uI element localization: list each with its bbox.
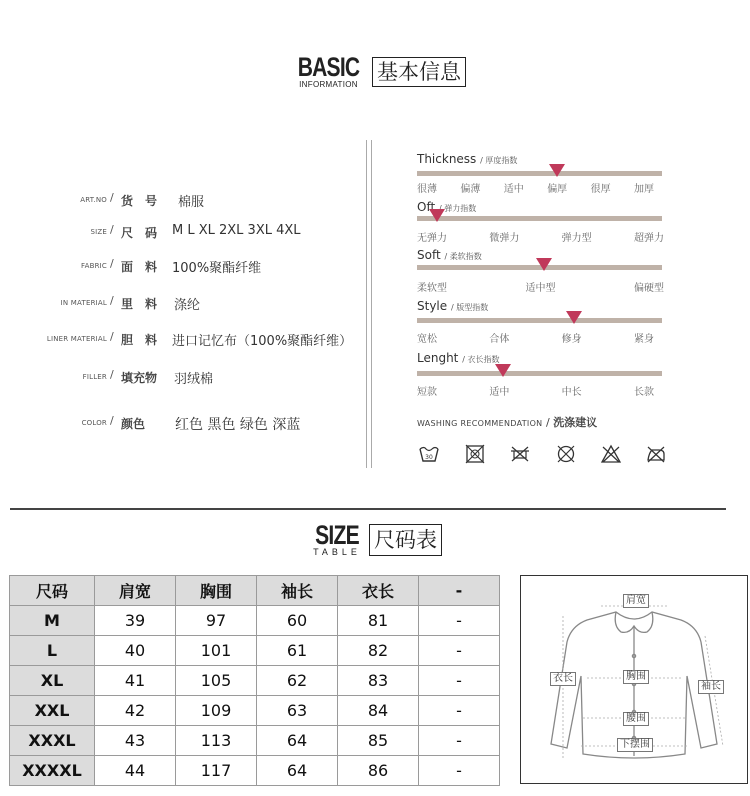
info-label-en: LINER MATERIAL: [46, 335, 107, 343]
size-cell: XXL: [10, 696, 95, 726]
shoulder-label: 肩宽: [623, 594, 649, 608]
column-header: -: [419, 576, 500, 606]
measure-cell: 42: [95, 696, 176, 726]
attribute-sub: / 弹力指数: [439, 204, 477, 213]
attribute-option: 适中: [489, 387, 510, 398]
attribute-option: 偏薄: [460, 184, 481, 195]
info-label-cn: 填充物: [121, 371, 158, 385]
attribute-bar: [417, 318, 662, 323]
waist-label: 腰围: [623, 712, 649, 726]
measure-cell: 43: [95, 726, 176, 756]
info-separator: /: [110, 414, 114, 427]
basic-title: BASIC: [297, 52, 360, 82]
attribute-sub: / 柔软指数: [444, 252, 482, 261]
attribute-bar: [417, 216, 662, 221]
basic-info-cn-title: 基本信息: [372, 57, 466, 87]
information-subtitle: INFORMATION: [299, 80, 358, 89]
attribute-marker: [429, 209, 445, 222]
info-row: [0, 257, 360, 277]
divider-right: [371, 140, 372, 468]
no-bleach-icon: [464, 444, 486, 464]
info-value: 100%聚酯纤维: [172, 261, 262, 276]
column-header: 胸围: [176, 576, 257, 606]
info-label-cn: 里 料: [121, 297, 158, 311]
attribute-option: 宽松: [417, 334, 437, 345]
attribute-sub: / 衣长指数: [462, 355, 500, 364]
info-row: [0, 414, 360, 434]
info-label-cn: 尺 码: [121, 226, 158, 240]
washing-title: [417, 414, 597, 430]
info-row: [0, 330, 360, 350]
info-label-cn: 颜色: [121, 417, 146, 431]
attribute-marker: [549, 164, 565, 177]
measure-cell: 64: [257, 726, 338, 756]
washing-cn: 洗涤建议: [553, 416, 598, 429]
no-iron-icon: [645, 444, 667, 464]
attribute-option: 超弹力: [634, 233, 664, 244]
attribute-name: Lenght: [417, 351, 459, 365]
measure-cell: 82: [338, 636, 419, 666]
info-label-cn: 面 料: [121, 260, 158, 274]
measure-cell: 105: [176, 666, 257, 696]
section-divider: [10, 508, 726, 510]
size-cell: XL: [10, 666, 95, 696]
attribute-sub: / 版型指数: [450, 303, 489, 312]
attribute-marker: [536, 258, 552, 271]
measure-cell: 61: [257, 636, 338, 666]
attribute-marker: [566, 311, 582, 324]
measure-cell: 60: [257, 606, 338, 636]
info-separator: /: [110, 330, 114, 343]
measure-cell: 109: [176, 696, 257, 726]
info-separator: /: [110, 368, 114, 381]
attribute-option: 中长: [561, 387, 582, 398]
column-header: 尺码: [10, 576, 95, 606]
attribute-option: 柔软型: [417, 283, 447, 294]
attribute-option: 紧身: [634, 334, 654, 345]
info-separator: /: [110, 257, 114, 270]
info-separator: /: [110, 294, 114, 307]
measure-cell: -: [419, 726, 500, 756]
divider-left: [366, 140, 367, 468]
attribute-sub: / 厚度指数: [480, 156, 518, 165]
attribute-name: Style: [417, 299, 448, 313]
attribute-option: 加厚: [634, 184, 654, 195]
attribute-option: 适中型: [525, 283, 556, 294]
size-table-header: [309, 522, 442, 557]
sleeve-label: 袖长: [698, 680, 724, 694]
attribute-title: [417, 351, 499, 365]
table-subtitle: TABLE: [313, 547, 361, 557]
attribute-option: 合体: [489, 334, 510, 345]
measure-cell: 97: [176, 606, 257, 636]
info-row: [0, 368, 360, 388]
garment-measure-diagram: [520, 575, 748, 784]
measure-cell: 81: [338, 606, 419, 636]
info-value: 羽绒棉: [174, 372, 214, 387]
basic-info-header: [289, 54, 466, 89]
table-row: [10, 756, 500, 786]
measure-cell: 39: [95, 606, 176, 636]
attribute-name: Thickness: [417, 152, 477, 166]
measure-cell: 101: [176, 636, 257, 666]
washing-en: WASHING RECOMMENDATION: [417, 419, 543, 428]
wash-30-icon: [418, 444, 440, 464]
measure-cell: 85: [338, 726, 419, 756]
info-separator: /: [110, 223, 114, 236]
attribute-title: [417, 152, 517, 166]
info-label-cn: 胆 料: [121, 333, 158, 347]
attribute-marker: [495, 364, 511, 377]
measure-cell: 40: [95, 636, 176, 666]
measure-cell: 86: [338, 756, 419, 786]
measure-cell: -: [419, 666, 500, 696]
measure-cell: 83: [338, 666, 419, 696]
svg-text:30: 30: [425, 454, 433, 461]
measure-cell: 44: [95, 756, 176, 786]
size-cell: L: [10, 636, 95, 666]
attribute-option: 微弹力: [489, 233, 520, 244]
column-header: 肩宽: [95, 576, 176, 606]
info-value: M L XL 2XL 3XL 4XL: [172, 223, 301, 238]
measure-cell: 63: [257, 696, 338, 726]
attribute-title: [417, 248, 482, 262]
info-separator: /: [110, 191, 114, 204]
size-cell: M: [10, 606, 95, 636]
table-row: [10, 666, 500, 696]
measure-cell: -: [419, 756, 500, 786]
info-label-en: IN MATERIAL: [60, 299, 107, 307]
measure-cell: 41: [95, 666, 176, 696]
table-row: [10, 606, 500, 636]
info-value: 棉服: [178, 195, 205, 210]
info-value: 红色 黑色 绿色 深蓝: [175, 417, 301, 433]
attribute-bar: [417, 371, 662, 376]
info-label-en: FABRIC: [81, 262, 107, 270]
measure-cell: 113: [176, 726, 257, 756]
measure-cell: -: [419, 636, 500, 666]
info-label-en: COLOR: [81, 419, 107, 427]
info-label-en: SIZE: [90, 228, 107, 236]
length-label: 衣长: [550, 672, 576, 686]
size-cell: XXXXL: [10, 756, 95, 786]
info-row: [0, 294, 360, 314]
column-header: 袖长: [257, 576, 338, 606]
column-header: 衣长: [338, 576, 419, 606]
chest-label: 胸围: [623, 670, 649, 684]
attribute-bar: [417, 171, 662, 176]
attribute-option: 长款: [634, 387, 654, 398]
measure-cell: 117: [176, 756, 257, 786]
no-chlorine-icon: [600, 444, 622, 464]
attribute-name: Oft: [417, 200, 436, 214]
info-value: 涤纶: [174, 298, 201, 313]
attribute-title: [417, 200, 476, 214]
info-value: 进口记忆布（100%聚酯纤维）: [172, 334, 353, 349]
measure-cell: -: [419, 696, 500, 726]
attribute-option: 短款: [417, 387, 437, 398]
size-title: SIZE: [315, 520, 359, 550]
attribute-title: [417, 299, 488, 313]
attribute-option: 偏硬型: [634, 283, 664, 294]
no-dryclean-icon: [555, 444, 577, 464]
attribute-option: 修身: [561, 334, 582, 345]
attribute-name: Soft: [417, 248, 441, 262]
measure-cell: 62: [257, 666, 338, 696]
attribute-option: 很厚: [590, 184, 611, 195]
hem-label: 下摆围: [617, 738, 653, 752]
info-row: [0, 223, 360, 243]
table-row: [10, 636, 500, 666]
info-row: [0, 191, 360, 211]
attribute-option: 适中: [503, 184, 524, 195]
no-tumble-dry-icon: [509, 444, 531, 464]
info-label-en: ART.NO: [80, 196, 107, 204]
table-row: [10, 696, 500, 726]
table-header-row: [10, 576, 500, 606]
info-label-cn: 货 号: [121, 194, 158, 208]
size-table-cn-title: 尺码表: [369, 524, 442, 556]
measure-cell: 84: [338, 696, 419, 726]
info-label-en: FILLER: [82, 373, 107, 381]
attribute-option: 偏厚: [547, 184, 568, 195]
measure-cell: 64: [257, 756, 338, 786]
attribute-option: 很薄: [417, 184, 437, 195]
attribute-option: 无弹力: [417, 233, 447, 244]
washing-sep: /: [545, 416, 550, 429]
size-cell: XXXL: [10, 726, 95, 756]
size-table: [9, 575, 500, 786]
measure-cell: -: [419, 606, 500, 636]
table-row: [10, 726, 500, 756]
attribute-option: 弹力型: [561, 233, 592, 244]
